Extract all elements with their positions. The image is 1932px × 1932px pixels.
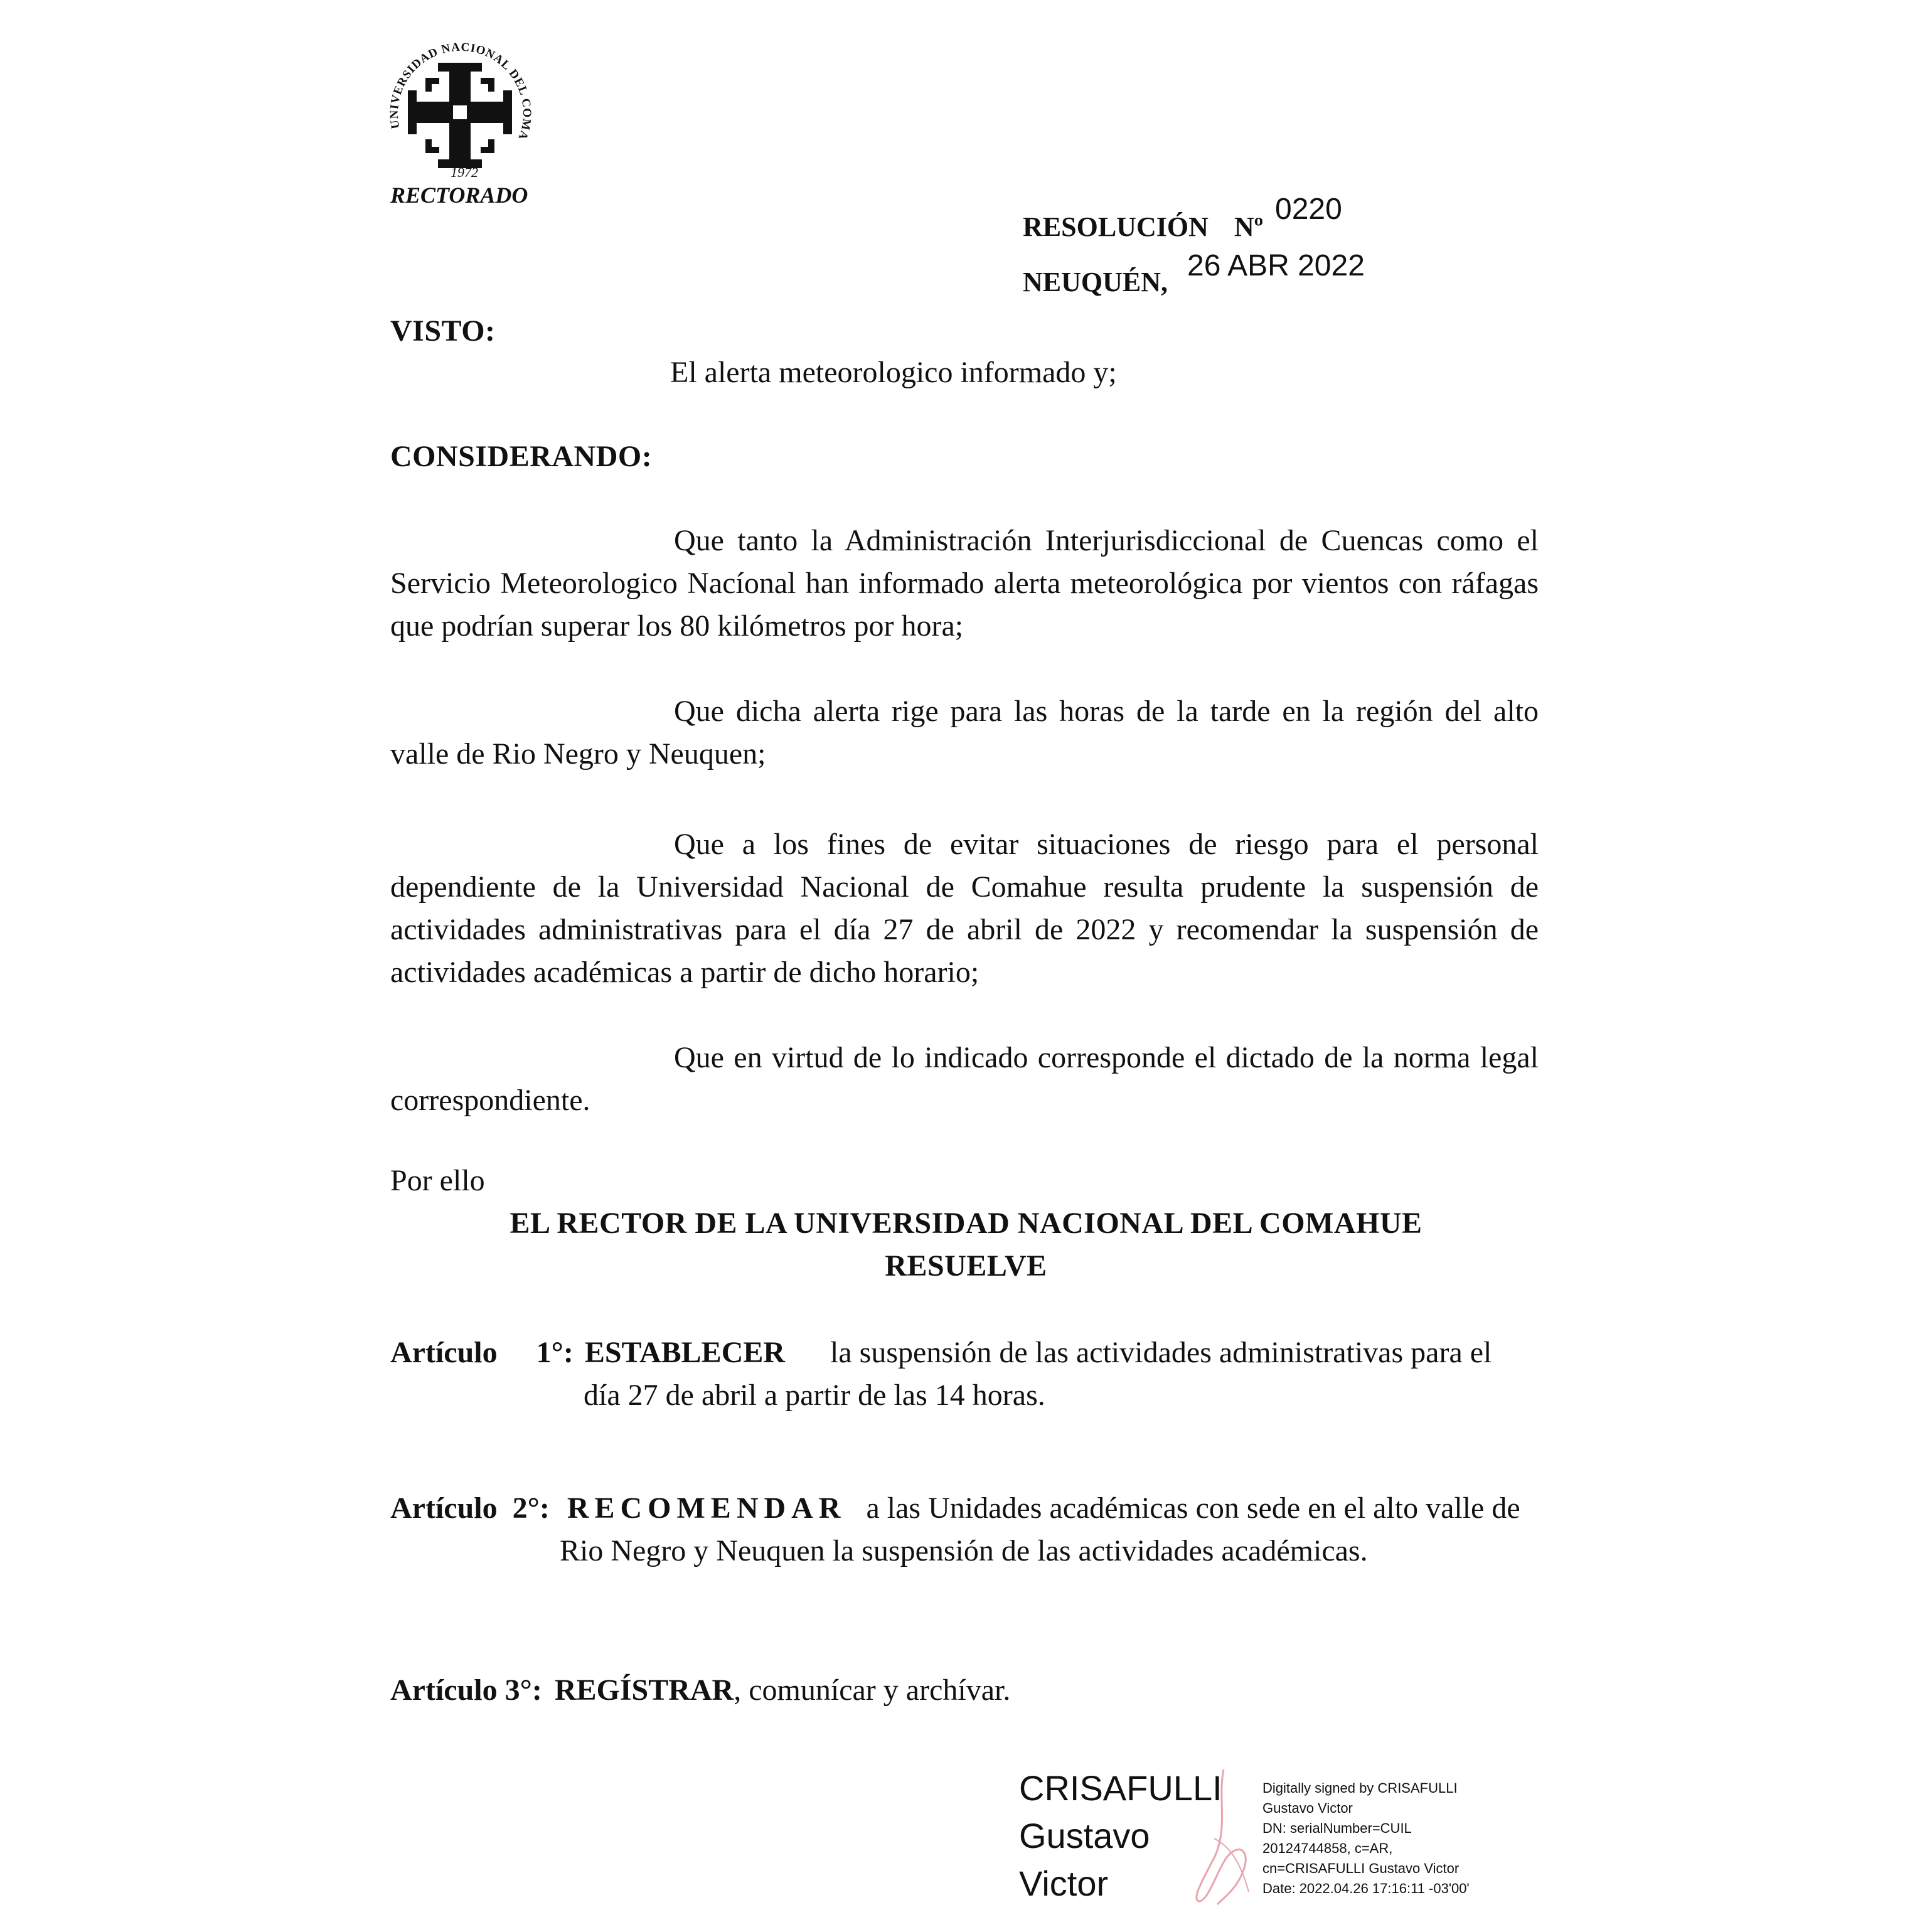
signature-detail-line-3: DN: serialNumber=CUIL <box>1262 1820 1412 1836</box>
signature-name-line-1: CRISAFULLI <box>1019 1768 1222 1808</box>
article-1-label: Artículo <box>390 1336 498 1369</box>
considerando-paragraph-2: Que dicha alerta rige para las horas de la tarde en la región del alto valle de Rio Negro y Neuquen; <box>390 695 1539 771</box>
por-ello-text: Por ello <box>390 1164 485 1197</box>
signature-details <box>1262 1778 1470 1899</box>
signature-name-line-3: Victor <box>1019 1864 1109 1903</box>
signature-detail-line-6: Date: 2022.04.26 17:16:11 -03'00' <box>1262 1881 1470 1896</box>
considerando-paragraph-1: Que tanto la Administración Interjurisdiccional de Cuencas como el Servicio Meteorologico Nacíonal han informado alerta meteorológica por vientos con ráfagas que podrían superar los 80 kilómetros por hora; <box>390 524 1539 643</box>
article-2-verb: RECOMENDAR <box>567 1492 846 1525</box>
resolution-date: 26 ABR 2022 <box>1187 249 1365 282</box>
signature-detail-line-2: Gustavo Victor <box>1262 1800 1353 1816</box>
article-3-verb: REGÍSTRAR <box>554 1673 734 1707</box>
considerando-paragraph-3: Que a los fines de evitar situaciones de riesgo para el personal dependiente de la Universidad Nacional de Comahue resulta prudente la suspensión de actividades administrativas para el día 27 de abril de 2022 y recomendar la suspensión de actividades académicas a partir de dicho horario; <box>390 828 1539 989</box>
article-1 <box>390 1332 1539 1374</box>
place-label: NEUQUÉN, <box>1023 267 1168 297</box>
article-2-label: Artículo 2°: <box>390 1492 550 1525</box>
visto-heading: VISTO: <box>390 314 496 348</box>
signature-detail-line-5: cn=CRISAFULLI Gustavo Victor <box>1262 1860 1460 1876</box>
article-1-line-2: día 27 de abril a partir de las 14 horas. <box>584 1379 1045 1412</box>
article-2-line-2: Rio Negro y Neuquen la suspensión de las actividades académicas. <box>560 1534 1368 1567</box>
office-label: RECTORADO <box>390 183 528 208</box>
article-2-line-1: a las Unidades académicas con sede en el alto valle de <box>866 1492 1520 1525</box>
considerando-heading: CONSIDERANDO: <box>390 440 653 473</box>
article-1-line-1: la suspensión de las actividades administrativas para el <box>830 1336 1492 1369</box>
article-3-label: Artículo 3°: <box>390 1673 542 1707</box>
university-seal <box>375 25 545 182</box>
article-3 <box>390 1669 1010 1712</box>
seal-emblem-icon <box>375 25 545 182</box>
article-1-verb: ESTABLECER <box>584 1336 786 1369</box>
resuelve-heading: RESUELVE <box>885 1249 1047 1283</box>
signature-detail-line-4: 20124744858, c=AR, <box>1262 1840 1393 1856</box>
resolution-number: 0220 <box>1275 193 1342 226</box>
signature-detail-line-1: Digitally signed by CRISAFULLI <box>1262 1780 1458 1796</box>
article-1-number: 1°: <box>536 1336 574 1369</box>
rector-line: EL RECTOR DE LA UNIVERSIDAD NACIONAL DEL COMAHUE <box>510 1207 1422 1240</box>
signature-name-line-2: Gustavo <box>1019 1816 1150 1855</box>
article-3-rest: , comunícar y archívar. <box>734 1673 1011 1707</box>
considerando-paragraph-4: Que en virtud de lo indicado corresponde el dictado de la norma legal correspondiente. <box>390 1041 1539 1117</box>
article-2 <box>390 1487 1645 1530</box>
seal-year: 1972 <box>451 164 478 180</box>
resolution-label <box>1023 211 1263 243</box>
numero-label: Nº <box>1234 211 1264 242</box>
resolution-word: RESOLUCIÓN <box>1023 211 1209 242</box>
visto-text: El alerta meteorologico informado y; <box>670 356 1117 389</box>
svg-text:UNIVERSIDAD NACIONAL DEL COMAH: UNIVERSIDAD NACIONAL DEL COMA <box>387 40 534 142</box>
signature-flourish-icon <box>1180 1763 1261 1908</box>
